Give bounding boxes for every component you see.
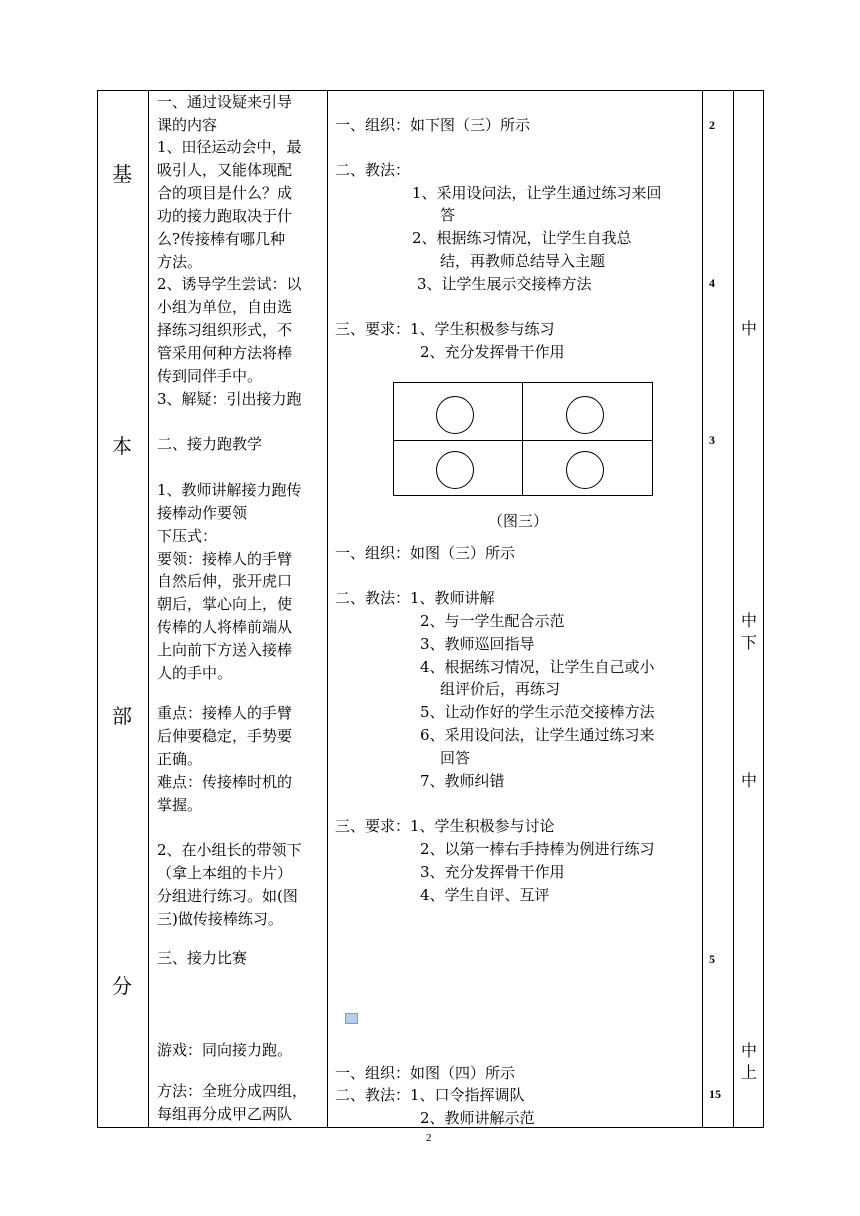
content-line: 小组为单位，自由选 [157,298,293,316]
section-char: 基 [112,162,132,186]
content-line: 下压式： [157,527,218,545]
content-line: 1、教师讲解接力跑传 [157,481,302,499]
time-value: 15 [709,1087,721,1101]
content-line: 朝后，掌心向上，使 [157,595,293,613]
method-line: 3、充分发挥骨干作用 [420,863,565,881]
method-line: 一、组织：如图（三）所示 [335,544,516,562]
content-line: 难点：传接棒时机的 [157,773,293,791]
method-line: 二、教法： [335,161,411,179]
content-line: 人的手中。 [157,664,233,682]
content-line: 吸引人，又能体现配 [157,161,293,179]
intensity-level: 中 [741,771,758,790]
content-line: 上向前下方送入接棒 [157,641,293,659]
content-line: 管采用何种方法将棒 [157,344,293,362]
page-number: 2 [426,1132,432,1144]
content-line: 二、接力跑教学 [157,435,263,453]
content-line: 2、诱导学生尝试：以 [157,275,302,293]
method-line: 5、让动作好的学生示范交接棒方法 [420,703,655,721]
column-divider [327,90,328,1128]
method-line: 3、让学生展示交接棒方法 [417,275,592,293]
method-line: 二、教法：1、教师讲解 [335,589,495,607]
content-line: 课的内容 [157,116,218,134]
method-line: 2、教师讲解示范 [420,1109,535,1127]
group-circle [566,451,604,489]
figure-three-diagram [393,382,653,496]
method-line: 2、以第一棒右手持棒为例进行练习 [420,840,655,858]
content-line: 方法：全班分成四组， [157,1082,308,1100]
content-line: 传到同伴手中。 [157,367,263,385]
content-line: 后伸要稳定，手势要 [157,727,293,745]
content-line: 方法。 [157,253,203,271]
method-line: 组评价后，再练习 [440,680,561,698]
column-divider [733,90,734,1128]
column-divider [702,90,703,1128]
method-line: 2、充分发挥骨干作用 [420,343,565,361]
content-line: 择练习组织形式，不 [157,321,293,339]
content-line: 正确。 [157,750,203,768]
section-char: 分 [112,974,132,998]
diagram-vertical-divider [522,383,523,495]
method-line: 3、教师巡回指导 [420,635,535,653]
method-line: 7、教师纠错 [420,772,505,790]
method-line: 答 [440,206,456,224]
method-line: 4、学生自评、互评 [420,886,550,904]
diagram-horizontal-divider [394,440,652,441]
content-line: （拿上本组的卡片） [157,864,293,882]
method-line: 4、根据练习情况，让学生自己或小 [420,658,655,676]
content-line: 功的接力跑取决于什 [157,207,293,225]
group-circle [566,396,604,434]
content-line: 合的项目是什么？成 [157,184,293,202]
content-line: 每组再分成甲乙两队 [157,1105,293,1123]
time-value: 2 [709,118,715,132]
method-line: 2、与一学生配合示范 [420,612,565,630]
method-line: 回答 [440,749,471,767]
content-line: 分组进行练习。如(图 [157,887,298,905]
content-line: 重点：接棒人的手臂 [157,704,293,722]
section-char: 本 [112,434,132,458]
method-line: 1、采用设问法，让学生通过练习来回 [412,184,662,202]
content-line: 接棒动作要领 [157,504,248,522]
content-line: 自然后伸，张开虎口 [157,572,293,590]
content-line: 一、通过设疑来引导 [157,93,293,111]
content-line: 三)做传接棒练习。 [157,910,283,928]
method-line: 一、组织：如下图（三）所示 [335,116,531,134]
method-line: 一、组织：如图（四）所示 [335,1064,516,1082]
time-value: 4 [709,276,715,290]
content-line: 要领：接棒人的手臂 [157,550,293,568]
method-line: 二、教法：1、口令指挥调队 [335,1086,525,1104]
time-value: 5 [709,952,715,966]
time-value: 3 [709,433,715,447]
content-line: 么?传接棒有哪几种 [157,230,286,248]
method-line: 三、要求：1、学生积极参与讨论 [335,817,555,835]
section-char: 部 [112,704,132,728]
content-line: 2、在小组长的带领下 [157,841,302,859]
group-circle [436,451,474,489]
intensity-level: 中 [741,319,758,338]
content-line: 三、接力比赛 [157,949,248,967]
embedded-image-icon [345,1013,358,1024]
group-circle [436,396,474,434]
content-line: 1、田径运动会中，最 [157,138,302,156]
content-line: 传棒的人将棒前端从 [157,618,293,636]
method-line: 三、要求：1、学生积极参与练习 [335,320,555,338]
content-line: 3、解疑：引出接力跑 [157,390,302,408]
column-divider [148,90,149,1128]
intensity-level: 中下 [741,611,758,652]
method-line: 6、采用设问法，让学生通过练习来 [420,726,655,744]
method-line: 结，再教师总结导入主题 [440,252,606,270]
figure-caption: （图三） [488,512,549,530]
intensity-level: 中上 [741,1041,758,1082]
content-line: 掌握。 [157,796,203,814]
method-line: 2、根据练习情况，让学生自我总 [412,229,632,247]
content-line: 游戏：同向接力跑。 [157,1041,293,1059]
